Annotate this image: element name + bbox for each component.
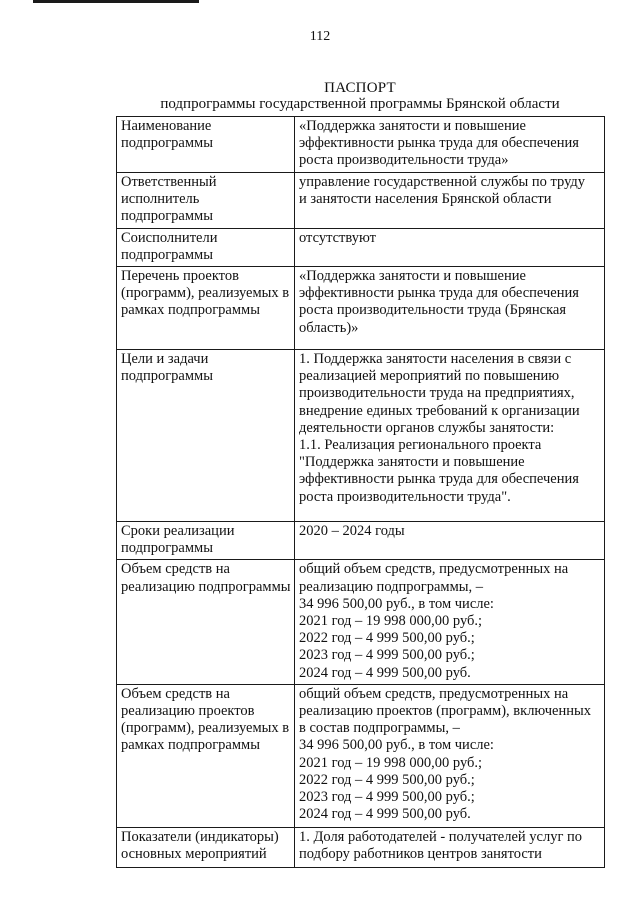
label-line: реализацию проектов [121, 703, 255, 720]
value-line: «Поддержка занятости и повышение [299, 118, 526, 134]
row-label [117, 228, 295, 266]
value-line: эффективности рынка труда для обеспечения [299, 471, 579, 488]
row-label [117, 560, 295, 684]
row-value [295, 267, 605, 350]
value-line: роста производительности труда» [299, 152, 509, 169]
label-line: подпрограммы [121, 135, 213, 152]
label-line: Объем средств на [121, 561, 230, 578]
label-line: Цели и задачи [121, 351, 209, 368]
value-line: 2020 – 2024 годы [299, 523, 405, 540]
value-line: управление государственной службы по труду [299, 174, 586, 190]
value-line: 1. Поддержка занятости населения в связи с [299, 351, 572, 368]
label-line: подпрограммы [121, 208, 213, 225]
value-line: 1.1. Реализация регионального проекта [299, 437, 542, 454]
value-line: 2023 год – 4 999 500,00 руб.; [299, 789, 475, 806]
value-line: и занятости населения Брянской области [299, 191, 552, 208]
label-line: Объем средств на [121, 685, 230, 702]
row-value [295, 560, 605, 684]
value-line: производительности труда на предприятиях, [299, 385, 575, 402]
table-row [117, 827, 605, 867]
row-value [295, 522, 605, 560]
row-label [117, 522, 295, 560]
label-line: Сроки реализации [121, 523, 235, 540]
table-row [117, 228, 605, 266]
page-number: 112 [309, 29, 331, 44]
table-row [117, 267, 605, 350]
label-line: подпрограммы [121, 368, 213, 385]
value-line: 2024 год – 4 999 500,00 руб. [299, 806, 471, 823]
row-value [295, 684, 605, 827]
value-line: 34 996 500,00 руб., в том числе: [299, 737, 494, 754]
top-rule [33, 0, 199, 3]
row-value [295, 173, 605, 229]
label-line: рамках подпрограммы [121, 302, 260, 319]
label-line: подпрограммы [121, 246, 213, 263]
table-row [117, 117, 605, 173]
table-row [117, 684, 605, 827]
label-line: (программ), реализуемых в [121, 720, 290, 737]
value-line: реализацию подпрограммы, – [299, 578, 484, 595]
value-line: 2023 год – 4 999 500,00 руб.; [299, 647, 475, 664]
value-line: "Поддержка занятости и повышение [299, 454, 525, 471]
value-line: роста производительности труда (Брянская [299, 302, 567, 319]
label-line: реализацию подпрограммы [121, 578, 291, 595]
row-value [295, 350, 605, 522]
label-line: основных мероприятий [121, 846, 267, 863]
value-line: деятельности органов службы занятости: [299, 419, 555, 436]
value-line: в состав подпрограммы, – [299, 720, 460, 737]
label-line: (программ), реализуемых в [121, 285, 290, 302]
table-row [117, 560, 605, 684]
label-line: Соисполнители [121, 229, 218, 246]
label-line: Перечень проектов [121, 268, 239, 285]
value-line: 2022 год – 4 999 500,00 руб.; [299, 630, 475, 647]
value-line: область)» [299, 319, 359, 336]
row-label [117, 173, 295, 229]
value-line: подбору работников центров занятости [299, 846, 542, 863]
value-line: 2022 год – 4 999 500,00 руб.; [299, 771, 475, 788]
value-line: эффективности рынка труда для обеспечения [299, 135, 579, 152]
document-subtitle: подпрограммы государственной программы Брянской области [160, 96, 560, 112]
value-line: «Поддержка занятости и повышение [299, 268, 526, 285]
value-line: реализацией мероприятий по повышению [299, 368, 560, 385]
label-line: подпрограммы [121, 540, 213, 557]
table-row [117, 350, 605, 522]
label-line: Наименование [121, 118, 212, 134]
value-line: 2021 год – 19 998 000,00 руб.; [299, 754, 483, 771]
row-value [295, 228, 605, 266]
row-label [117, 684, 295, 827]
label-line: Показатели (индикаторы) [121, 828, 279, 845]
label-line: исполнитель [121, 191, 200, 208]
passport-table [116, 116, 605, 868]
table-row [117, 173, 605, 229]
value-line: внедрение единых требований к организации [299, 402, 580, 419]
row-label [117, 827, 295, 867]
label-line: рамках подпрограммы [121, 737, 260, 754]
row-value [295, 117, 605, 173]
value-line: 1. Доля работодателей - получателей услуг по [299, 828, 583, 845]
value-line: отсутствуют [299, 229, 376, 246]
value-line: реализацию проектов (программ), включенных [299, 703, 591, 720]
value-line: 2021 год – 19 998 000,00 руб.; [299, 613, 483, 630]
row-label [117, 117, 295, 173]
document-title: ПАСПОРТ [324, 80, 396, 96]
value-line: 2024 год – 4 999 500,00 руб. [299, 664, 471, 681]
label-line: Ответственный [121, 174, 217, 190]
value-line: 34 996 500,00 руб., в том числе: [299, 595, 494, 612]
row-value [295, 827, 605, 867]
value-line: роста производительности труда". [299, 488, 511, 505]
value-line: общий объем средств, предусмотренных на [299, 561, 569, 578]
row-label [117, 267, 295, 350]
value-line: эффективности рынка труда для обеспечения [299, 285, 579, 302]
value-line: общий объем средств, предусмотренных на [299, 685, 569, 702]
row-label [117, 350, 295, 522]
table-row [117, 522, 605, 560]
